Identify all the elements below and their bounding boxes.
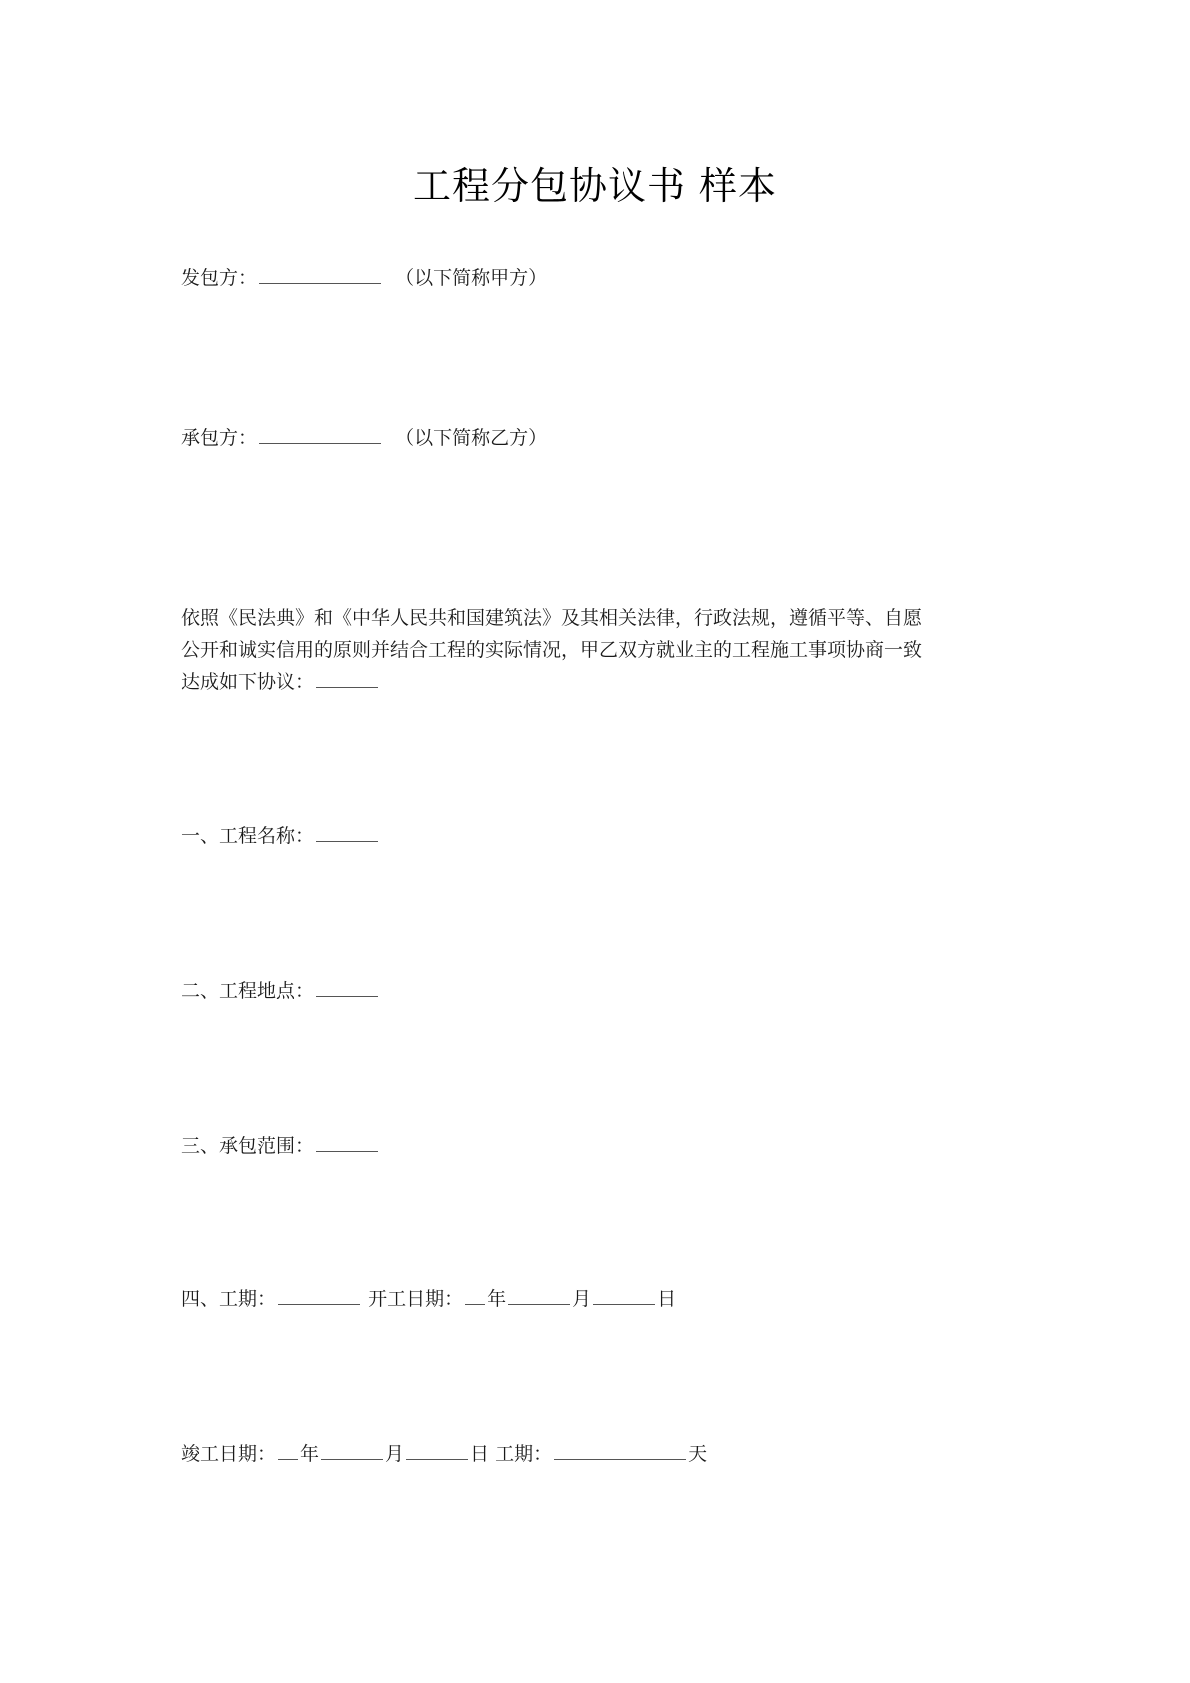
start-month-blank[interactable] xyxy=(508,1286,570,1305)
party-b-label: 承包方： xyxy=(181,427,258,449)
preamble-line-3-text: 达成如下协议： xyxy=(181,671,315,693)
completion-line xyxy=(181,1438,707,1470)
preamble-line-1: 依照《民法典》和《中华人民共和国建筑法》及其相关法律，行政法规，遵循平等、自愿 xyxy=(181,607,923,629)
start-day-blank[interactable] xyxy=(593,1286,655,1305)
completion-month-unit: 月 xyxy=(385,1443,405,1465)
start-date-label: 开工日期： xyxy=(368,1288,464,1310)
start-day-unit: 日 xyxy=(657,1288,677,1310)
completion-year-unit: 年 xyxy=(300,1443,320,1465)
project-location-blank[interactable] xyxy=(316,978,378,997)
party-b-line xyxy=(181,422,547,454)
preamble-blank[interactable] xyxy=(316,669,378,688)
completion-day-blank[interactable] xyxy=(406,1441,468,1460)
document-title: 工程分包协议书 样本 xyxy=(412,164,778,208)
completion-date-label: 竣工日期： xyxy=(181,1443,277,1465)
party-b-note: （以下简称乙方） xyxy=(395,427,548,449)
scope-blank[interactable] xyxy=(316,1133,378,1152)
project-name-blank[interactable] xyxy=(316,823,378,842)
preamble-paragraph xyxy=(181,602,1021,698)
clause-schedule xyxy=(181,1283,676,1315)
clause-scope xyxy=(181,1130,380,1162)
completion-year-blank[interactable] xyxy=(278,1441,298,1460)
party-a-blank[interactable] xyxy=(259,265,381,284)
clause-project-location xyxy=(181,975,380,1007)
schedule-label: 四、工期： xyxy=(181,1288,277,1310)
duration-days-blank[interactable] xyxy=(554,1441,686,1460)
clause-scope-label: 三、承包范围： xyxy=(181,1135,315,1157)
completion-month-blank[interactable] xyxy=(321,1441,383,1460)
duration-label: 工期： xyxy=(495,1443,553,1465)
preamble-line-3 xyxy=(181,666,1021,698)
start-month-unit: 月 xyxy=(572,1288,592,1310)
party-a-label: 发包方： xyxy=(181,267,258,289)
duration-unit: 天 xyxy=(688,1443,708,1465)
start-year-blank[interactable] xyxy=(465,1286,485,1305)
clause-project-name-label: 一、工程名称： xyxy=(181,825,315,847)
preamble-line-2: 公开和诚实信用的原则并结合工程的实际情况，甲乙双方就业主的工程施工事项协商一致 xyxy=(181,639,923,661)
party-a-note: （以下简称甲方） xyxy=(395,267,548,289)
clause-project-location-label: 二、工程地点： xyxy=(181,980,315,1002)
party-a-line xyxy=(181,262,547,294)
party-b-blank[interactable] xyxy=(259,425,381,444)
schedule-duration-blank[interactable] xyxy=(278,1286,360,1305)
start-year-unit: 年 xyxy=(487,1288,507,1310)
clause-project-name xyxy=(181,820,380,852)
completion-day-unit: 日 xyxy=(470,1443,490,1465)
